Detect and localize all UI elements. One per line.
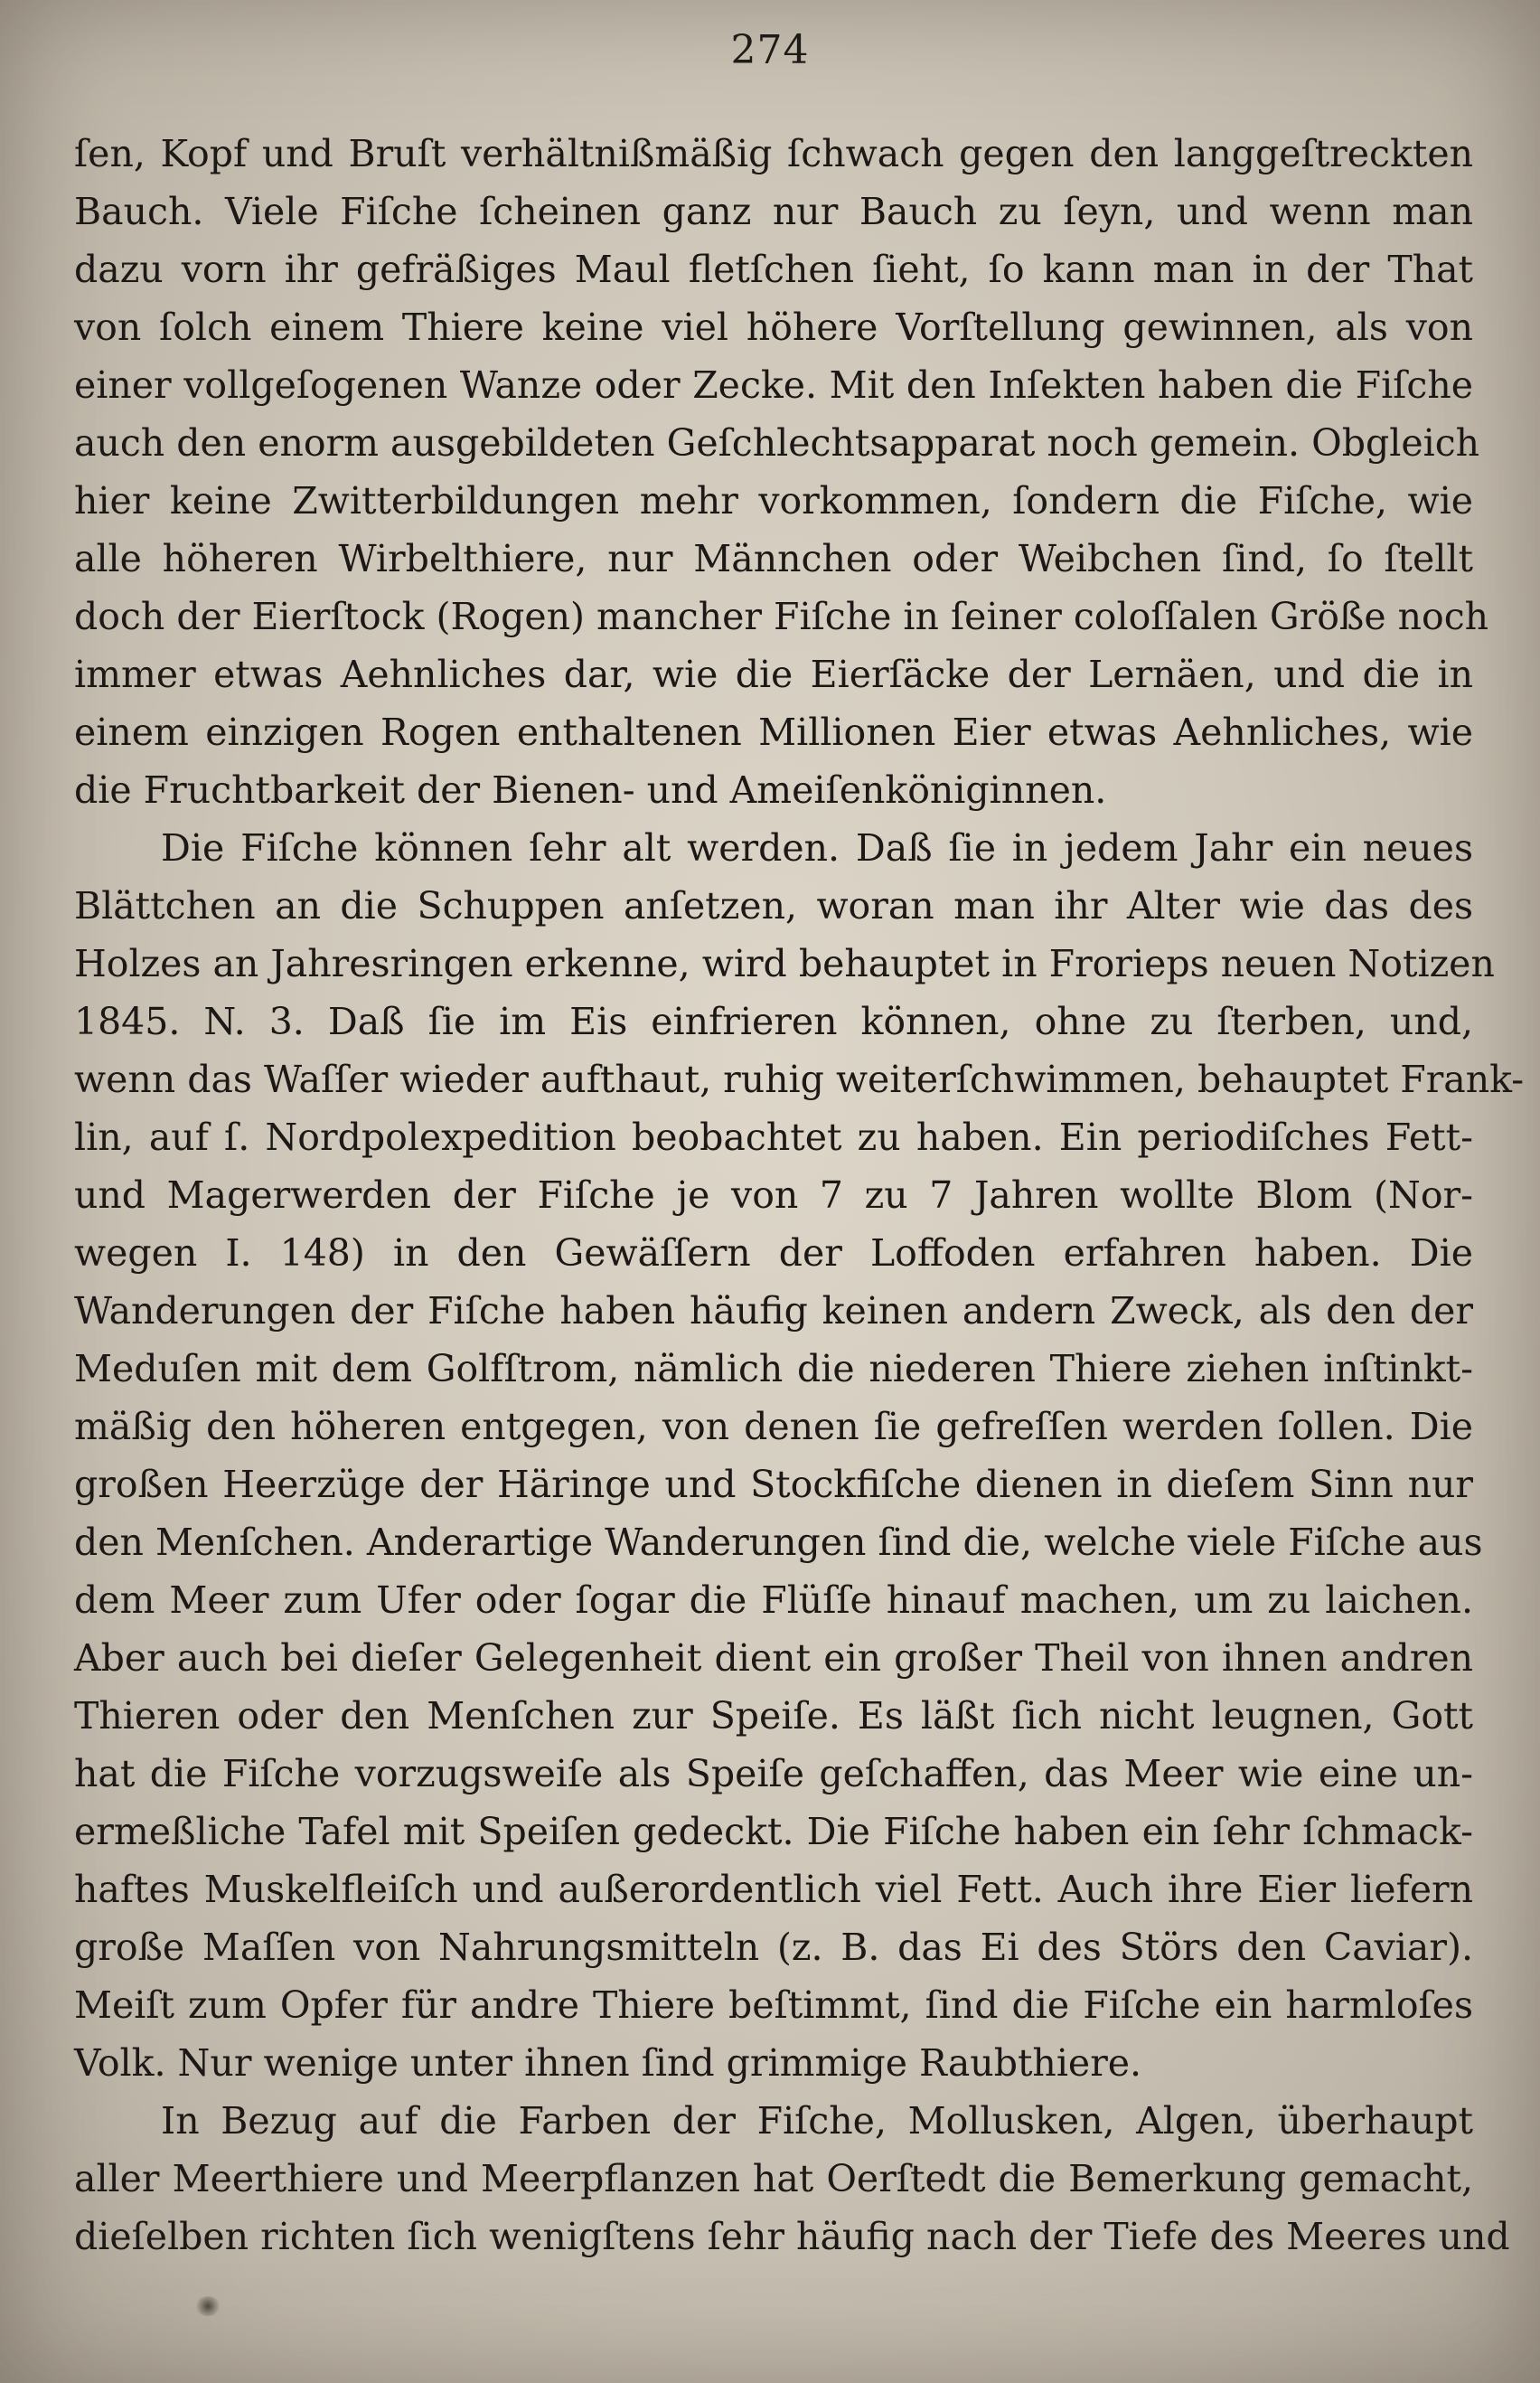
text-line: Holzes an Jahresringen erkenne, wird behauptet in Frorieps neuen Notizen	[74, 942, 1495, 985]
paragraph-start-line: In Bezug auf die Farben der Fiſche, Mollusken, Algen, überhaupt	[161, 2099, 1473, 2143]
text-line: immer etwas Aehnliches dar, wie die Eierſäcke der Lernäen, und die in	[74, 653, 1473, 696]
text-line: doch der Eierſtock (Rogen) mancher Fiſche in ſeiner coloſſalen Größe noch	[74, 595, 1489, 638]
text-line: große Maſſen von Nahrungsmitteln (z. B. das Ei des Störs den Caviar).	[74, 1926, 1473, 1969]
text-line: Meiſt zum Opfer für andre Thiere beſtimmt, ſind die Fiſche ein harmloſes	[74, 1983, 1473, 2027]
text-line: aller Meerthiere und Meerpflanzen hat Oerſtedt die Bemerkung gemacht,	[74, 2157, 1473, 2200]
text-line: auch den enorm ausgebildeten Geſchlechtsapparat noch gemein. Obgleich	[74, 421, 1480, 465]
text-line: großen Heerzüge der Häringe und Stockfiſche dienen in dieſem Sinn nur	[74, 1463, 1473, 1506]
text-line: ſen, Kopf und Bruſt verhältnißmäßig ſchwach gegen den langgeſtreckten	[74, 132, 1473, 175]
paragraph-end-line: die Fruchtbarkeit der Bienen- und Ameiſenköniginnen.	[74, 768, 1107, 812]
text-line: von ſolch einem Thiere keine viel höhere Vorſtellung gewinnen, als von	[74, 306, 1473, 349]
body-text	[74, 125, 1525, 2265]
text-line: dazu vorn ihr gefräßiges Maul fletſchen ſieht, ſo kann man in der That	[74, 248, 1473, 291]
text-line: Aber auch bei dieſer Gelegenheit dient ein großer Theil von ihnen andren	[74, 1636, 1473, 1680]
text-line: lin, auf ſ. Nordpolexpedition beobachtet zu haben. Ein periodiſches Fett-	[74, 1116, 1473, 1159]
text-line: Meduſen mit dem Golfſtrom, nämlich die niederen Thiere ziehen inſtinkt-	[74, 1347, 1473, 1390]
text-line: hier keine Zwitterbildungen mehr vorkommen, ſondern die Fiſche, wie	[74, 479, 1473, 523]
text-line: und Magerwerden der Fiſche je von 7 zu 7 Jahren wollte Blom (Nor-	[74, 1173, 1473, 1217]
text-line: wegen I. 148) in den Gewäſſern der Loffoden erfahren haben. Die	[74, 1231, 1473, 1275]
paragraph-end-line: Volk. Nur wenige unter ihnen ſind grimmige Raubthiere.	[74, 2041, 1142, 2085]
paragraph-start-line: Die Fiſche können ſehr alt werden. Daß ſie in jedem Jahr ein neues	[161, 826, 1473, 870]
page-number: 274	[730, 27, 810, 73]
text-line: Bauch. Viele Fiſche ſcheinen ganz nur Bauch zu ſeyn, und wenn man	[74, 190, 1473, 233]
text-line: Wanderungen der Fiſche haben häufig keinen andern Zweck, als den der	[74, 1289, 1473, 1333]
text-line: Blättchen an die Schuppen anſetzen, woran man ihr Alter wie das des	[74, 884, 1473, 928]
text-line: den Menſchen. Anderartige Wanderungen ſind die, welche viele Fiſche aus	[74, 1521, 1483, 1564]
text-line: dieſelben richten ſich wenigſtens ſehr häufig nach der Tiefe des Meeres und	[74, 2215, 1510, 2258]
text-line: 1845. N. 3. Daß ſie im Eis einfrieren können, ohne zu ſterben, und,	[74, 1000, 1473, 1043]
text-line: mäßig den höheren entgegen, von denen ſie gefreſſen werden ſollen. Die	[74, 1405, 1473, 1448]
text-line: einem einzigen Rogen enthaltenen Millionen Eier etwas Aehnliches, wie	[74, 711, 1473, 754]
text-line: haftes Muskelfleiſch und außerordentlich viel Fett. Auch ihre Eier liefern	[74, 1868, 1473, 1911]
text-line: wenn das Waſſer wieder aufthaut, ruhig weiterſchwimmen, behauptet Frank-	[74, 1058, 1525, 1101]
ink-smudge	[195, 2296, 221, 2316]
text-line: dem Meer zum Ufer oder ſogar die Flüſſe hinauf machen, um zu laichen.	[74, 1578, 1473, 1622]
text-line: alle höheren Wirbelthiere, nur Männchen oder Weibchen ſind, ſo ſtellt	[74, 537, 1473, 580]
text-line: hat die Fiſche vorzugsweiſe als Speiſe geſchaffen, das Meer wie eine un-	[74, 1752, 1473, 1795]
text-line: einer vollgeſogenen Wanze oder Zecke. Mit den Inſekten haben die Fiſche	[74, 363, 1473, 407]
text-line: ermeßliche Tafel mit Speiſen gedeckt. Die Fiſche haben ein ſehr ſchmack-	[74, 1810, 1473, 1853]
text-line: Thieren oder den Menſchen zur Speiſe. Es läßt ſich nicht leugnen, Gott	[74, 1694, 1473, 1738]
